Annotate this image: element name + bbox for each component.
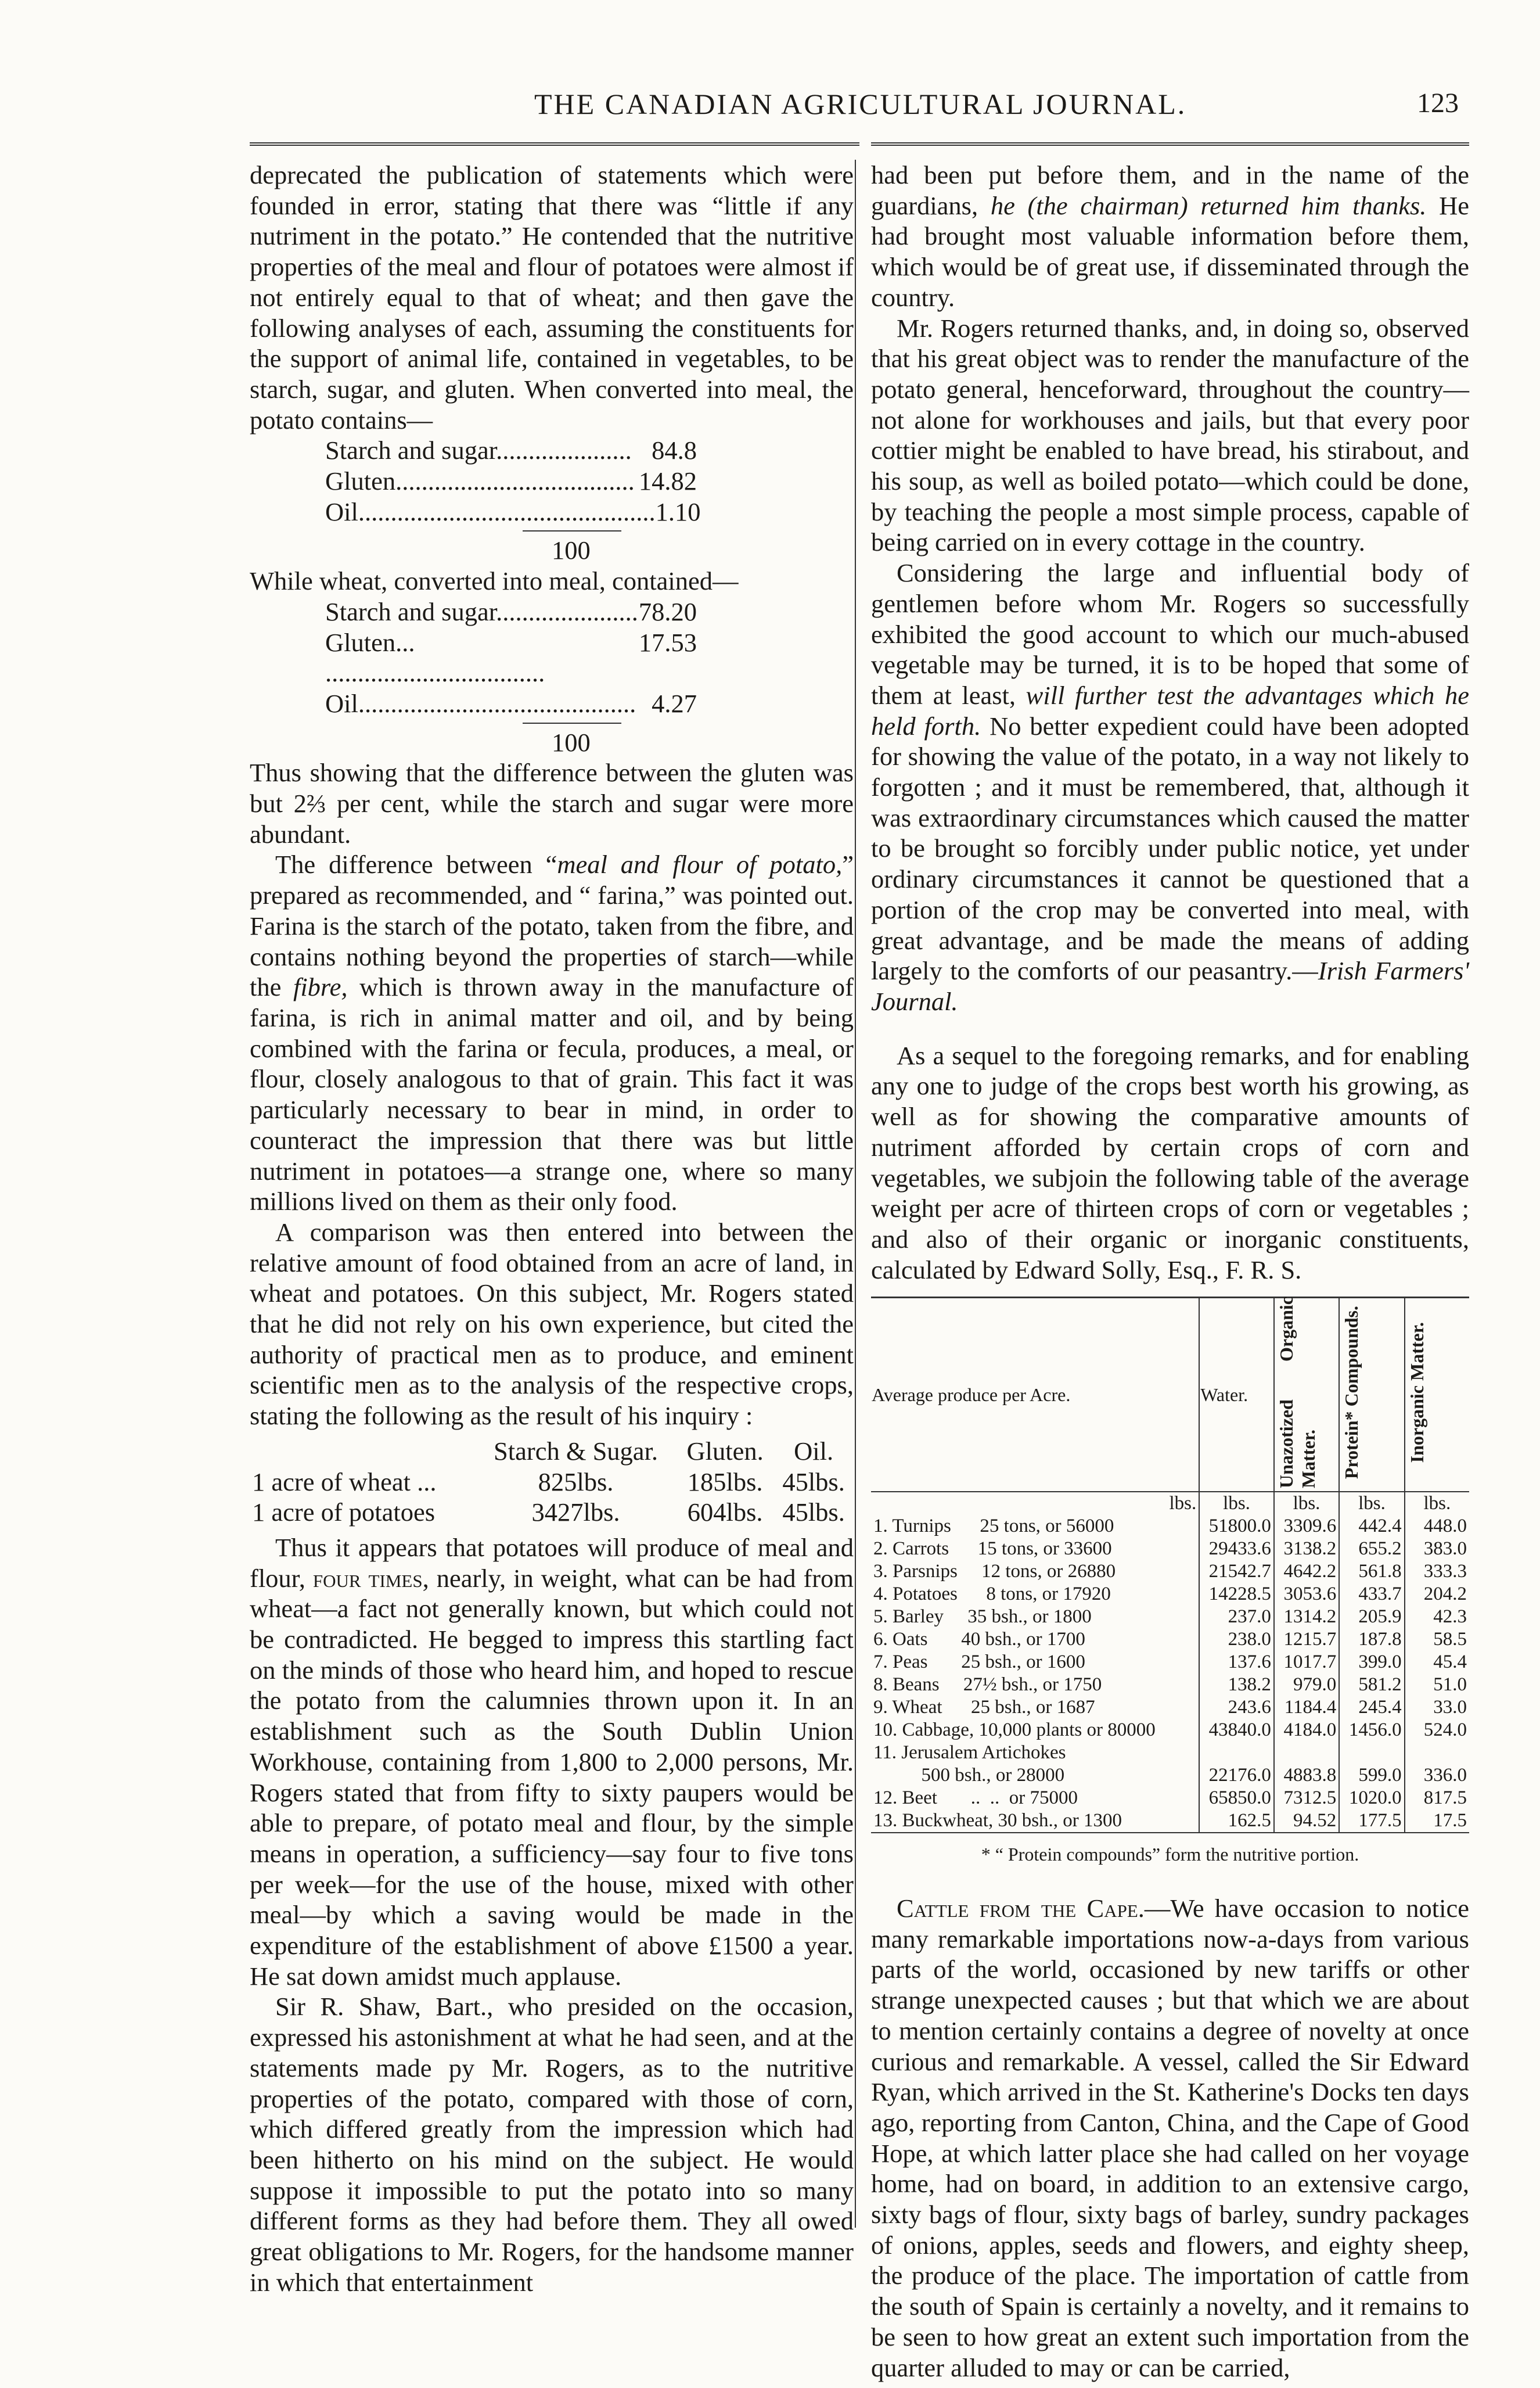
table-cell: 3138.2	[1274, 1538, 1339, 1560]
table-cell: 13. Buckwheat, 30 bsh., or 1300	[871, 1809, 1199, 1833]
table-cell: 51800.0	[1199, 1515, 1274, 1538]
table-cell: 599.0	[1339, 1764, 1404, 1787]
table-cell	[1339, 1741, 1404, 1764]
component-name: Starch and sugar......................	[325, 597, 638, 626]
component-value: 17.53	[638, 627, 697, 657]
text-run: —We have occasion to notice many remarkable importations now-a-days from various parts of the world, occasioned by new tariffs or other strange unexpected causes ; but that which we are about to mention certainly contains a degree of novelty at once curious and remarkable. A vessel, called the Sir Edward Ryan, which arrived in the St. Katherine's Docks ten days ago, reporting from Canton, China, and the Cape of Good Hope, at which latter place she had called on her voyage home, had on board, in addition to an extensive cargo, sixty bags of flour, sixty bags of barley, sundry packages of onions, apples, seeds and flowers, and eighty sheep, the produce of the place. The importation of cattle from the south of Spain is certainly a novelty, and it remains to be seen to how great an extent such importation from the quarter alluded to may or can be carried,	[871, 1894, 1469, 2382]
table-cell: 1020.0	[1339, 1787, 1404, 1809]
table-row	[250, 1467, 854, 1498]
column-header	[1274, 1298, 1339, 1492]
table-cell: 333.3	[1405, 1560, 1469, 1583]
crop-table-wrapper	[871, 1297, 1469, 1870]
table-cell: 3. Parsnips 12 tons, or 26880	[873, 1561, 1116, 1582]
column-divider	[855, 160, 856, 2228]
table-cell: 825lbs.	[538, 1467, 614, 1496]
component-value: 1.10	[655, 497, 701, 526]
table-row	[871, 1538, 1469, 1560]
potato-total: 100	[552, 536, 591, 565]
table-cell: 162.5	[1199, 1809, 1274, 1833]
component-value: 84.8	[652, 436, 697, 465]
emphasis-text: he (the chairman) returned him thanks.	[990, 191, 1427, 220]
table-cell: 604lbs.	[687, 1498, 763, 1527]
text-run: He had brought most valuable information before them, which would be of great use, if disseminated through the country.	[871, 191, 1470, 312]
table-cell: 524.0	[1405, 1719, 1469, 1741]
table-cell	[1199, 1741, 1274, 1764]
table-cell: 2. Carrots 15 tons, or 33600	[873, 1538, 1112, 1560]
composition-row	[325, 435, 697, 466]
column-header: Starch & Sugar.	[494, 1436, 659, 1466]
column-header: Water.	[1199, 1298, 1274, 1492]
paragraph	[250, 1532, 854, 1992]
row-label: 1 acre of wheat ...	[252, 1467, 437, 1496]
table-row	[871, 1719, 1469, 1741]
table-cell: 12. Beet .. .. or 75000	[873, 1787, 1078, 1809]
table-cell: 4. Potatoes 8 tons, or 17920	[873, 1583, 1111, 1605]
component-name: Starch and sugar.....................	[325, 436, 632, 465]
table-cell: 1. Turnips 25 tons, or 56000	[873, 1516, 1114, 1537]
header-rule-right	[871, 142, 1469, 146]
rotated-header: Protein* Compounds.	[1341, 1305, 1362, 1479]
text-run: , nearly, in weight, what can be had from wheat—a fact not generally known, but which could not be contradicted. He begged to impress this startling fact on the minds of those who heard him, and hoped to rescue the potato from the calumnies thrown upon it. In an establishment such as the South Dublin Union Workhouse, containing from 1,800 to 2,000 persons, Mr. Rogers stated that from fifty to sixty paupers would be able to prepare, of potato meal and flour, by the simple means in operation, a sufficiency—say four to five tons per week—for the use of the house, mixed with other meal—by which a saving would be made in the expenditure of the establishment of above £1500 a year. He sat down amidst much applause.	[250, 1563, 854, 1991]
text-run: Thus it appears that potatoes will produce of meal and flour,	[250, 1532, 854, 1593]
section-lead: Cattle from the Cape.	[897, 1894, 1145, 1923]
table-footnote: * “ Protein compounds” form the nutritive portion.	[981, 1844, 1359, 1865]
table-cell: 22176.0	[1199, 1764, 1274, 1787]
table-cell: 1017.7	[1274, 1651, 1339, 1674]
unit-cell: lbs.	[1405, 1492, 1469, 1515]
table-cell: 17.5	[1405, 1809, 1469, 1833]
table-cell: 177.5	[1339, 1809, 1404, 1833]
table-cell: 138.2	[1199, 1674, 1274, 1696]
table-cell: 51.0	[1405, 1674, 1469, 1696]
page-number: 123	[1417, 88, 1459, 118]
column-header	[1339, 1298, 1404, 1492]
paragraph	[871, 558, 1469, 1017]
table-row	[871, 1606, 1469, 1628]
table-cell: 185lbs.	[687, 1467, 763, 1496]
composition-row	[325, 497, 701, 527]
rotated-header: Inorganic Matter.	[1406, 1322, 1427, 1463]
unit-cell: lbs.	[1169, 1493, 1197, 1514]
text-run: had been put before them, and in the name of the guardians,	[871, 160, 1469, 220]
paragraph: Thus showing that the difference between the gluten was but 2⅔ per cent, while the starch and sugar were more abundant.	[250, 758, 854, 849]
table-cell: 33.0	[1405, 1696, 1469, 1719]
table-cell: 4883.8	[1274, 1764, 1339, 1787]
crop-produce-table	[871, 1298, 1469, 1833]
component-value: 78.20	[638, 597, 697, 626]
table-cell: 433.7	[1339, 1583, 1404, 1606]
table-cell: 45.4	[1405, 1651, 1469, 1674]
table-cell: 21542.7	[1199, 1560, 1274, 1583]
component-value: 4.27	[652, 688, 697, 718]
table-header-row	[871, 1298, 1469, 1492]
running-header	[244, 87, 1459, 128]
crop-rows	[871, 1515, 1469, 1833]
unit-cell: lbs.	[1339, 1492, 1404, 1515]
table-cell: 42.3	[1405, 1606, 1469, 1628]
table-row	[871, 1651, 1469, 1674]
table-cell	[1274, 1741, 1339, 1764]
component-value: 14.82	[638, 466, 697, 496]
table-cell: 500 bsh., or 28000	[873, 1765, 1065, 1786]
header-rule-left	[250, 142, 859, 146]
potato-composition	[325, 435, 701, 527]
table-cell: 5. Barley 35 bsh., or 1800	[873, 1606, 1092, 1628]
component-name: Oil...........................................	[325, 688, 636, 718]
column-header	[1405, 1298, 1469, 1492]
table-row	[871, 1628, 1469, 1651]
acre-comparison-table	[250, 1436, 854, 1528]
table-row	[871, 1515, 1469, 1538]
smallcaps-text: four times	[312, 1563, 423, 1593]
left-column	[250, 160, 854, 2298]
table-cell: 979.0	[1274, 1674, 1339, 1696]
paragraph: While wheat, converted into meal, contained—	[250, 566, 739, 596]
table-cell: 7312.5	[1274, 1787, 1339, 1809]
sum-rule	[523, 530, 621, 532]
table-row	[871, 1696, 1469, 1719]
table-cell: 336.0	[1405, 1764, 1469, 1787]
table-cell: 399.0	[1339, 1651, 1404, 1674]
emphasis-text: will further test the advantages which he held forth.	[871, 680, 1470, 741]
component-name: Gluten... ..................................	[325, 627, 545, 688]
column-header: Average produce per Acre.	[871, 1298, 1199, 1492]
table-row	[871, 1560, 1469, 1583]
text-run: ” prepared as recommended, and “ farina,” was pointed out. Farina is the starch of the potato, taken from the fibre, and contains nothing beyond the properties of starch—while the	[250, 850, 854, 1002]
column-header: Oil.	[794, 1436, 834, 1466]
paragraph	[250, 849, 854, 1216]
table-cell: 43840.0	[1199, 1719, 1274, 1741]
journal-title: THE CANADIAN AGRICULTURAL JOURNAL.	[534, 88, 1187, 120]
table-cell: 8. Beans 27½ bsh., or 1750	[873, 1674, 1102, 1696]
text-run: Considering the large and influential body of gentlemen before whom Mr. Rogers so successfully exhibited the good account to which our much-abused vegetable may be turned, it is to be hoped that some of them at least,	[871, 558, 1469, 710]
sum-rule	[523, 723, 621, 724]
paragraph	[871, 160, 1469, 313]
table-cell: 3053.6	[1274, 1583, 1339, 1606]
table-cell: 561.8	[1339, 1560, 1404, 1583]
table-header-row	[250, 1436, 854, 1467]
table-row	[871, 1741, 1469, 1764]
paragraph: deprecated the publication of statements which were founded in error, stating that there was “little if any nutriment in the potato.” He contended that the nutritive properties of the meal and flour of potatoes were almost if not entirely equal to that of wheat; and then gave the following analyses of each, assuming the constituents for the support of animal life, contained in vegetables, to be starch, sugar, and gluten. When converted into meal, the potato contains—	[250, 160, 854, 434]
table-cell: 237.0	[1199, 1606, 1274, 1628]
paragraph	[871, 1893, 1469, 2383]
table-cell: 4184.0	[1274, 1719, 1339, 1741]
table-row	[871, 1674, 1469, 1696]
table-cell: 10. Cabbage, 10,000 plants or 80000	[873, 1719, 1156, 1741]
component-name: Gluten.....................................	[325, 466, 635, 496]
table-cell: 1314.2	[1274, 1606, 1339, 1628]
right-column	[871, 160, 1469, 2383]
table-cell: 6. Oats 40 bsh., or 1700	[873, 1629, 1085, 1650]
row-label: 1 acre of potatoes	[252, 1498, 436, 1527]
table-cell: 1456.0	[1339, 1719, 1404, 1741]
table-cell: 45lbs.	[782, 1467, 845, 1496]
table-cell: 1184.4	[1274, 1696, 1339, 1719]
table-cell: 7. Peas 25 bsh., or 1600	[873, 1651, 1085, 1673]
composition-row	[325, 688, 697, 719]
table-cell: 65850.0	[1199, 1787, 1274, 1809]
paragraph: Sir R. Shaw, Bart., who presided on the occasion, expressed his astonishment at what he had seen, and at the statements made py Mr. Rogers, as to the nutritive properties of the potato, compared with those of corn, which differed greatly from the impression which had been hitherto on his mind on the subject. He would suppose it impossible to put the potato into so many different forms as they had before them. They all owed great obligations to Mr. Rogers, for the handsome manner in which that entertainment	[250, 1992, 854, 2297]
table-cell: 245.4	[1339, 1696, 1404, 1719]
table-cell: 45lbs.	[782, 1498, 845, 1527]
wheat-composition	[325, 597, 697, 719]
units-row	[871, 1492, 1469, 1515]
table-cell: 1215.7	[1274, 1628, 1339, 1651]
table-cell: 238.0	[1199, 1628, 1274, 1651]
table-row	[250, 1497, 854, 1528]
emphasis-text: fibre,	[293, 972, 348, 1002]
component-name: Oil..............................................	[325, 497, 656, 526]
wheat-total: 100	[552, 727, 591, 757]
rotated-header: Unazotized Organic Matter.	[1275, 1296, 1319, 1488]
table-row	[871, 1583, 1469, 1606]
table-cell: 14228.5	[1199, 1583, 1274, 1606]
table-cell: 383.0	[1405, 1538, 1469, 1560]
table-cell: 58.5	[1405, 1628, 1469, 1651]
emphasis-text: meal and flour of potato,	[557, 850, 843, 879]
table-cell: 137.6	[1199, 1651, 1274, 1674]
table-row	[871, 1809, 1469, 1833]
composition-row	[325, 597, 697, 627]
text-run: which is thrown away in the manufacture of farina, is rich in animal matter and oil, and by being combined with the farina or fecula, produces, a meal, or flour, closely analogous to that of grain. This fact it was particularly necessary to bear in mind, in order to counteract the impression that there was but little nutriment in potatoes—a strange one, where so many millions lived on them as their only food.	[250, 972, 854, 1216]
table-cell: 3427lbs.	[531, 1498, 620, 1527]
table-cell: 448.0	[1405, 1515, 1469, 1538]
paragraph: Mr. Rogers returned thanks, and, in doing so, observed that his great object was to render the manufacture of the potato general, henceforward, throughout the country—not alone for workhouses and jails, but that every poor cottier might be enabled to have bread, his stirabout, and his soup, as well as boiled potato—which could be done, by teaching the people a most simple process, capable of being carried on in every cottage in the country.	[871, 313, 1469, 557]
composition-row	[325, 627, 697, 688]
source-citation: Irish Farmers' Journal.	[871, 956, 1469, 1016]
table-cell: 187.8	[1339, 1628, 1404, 1651]
table-cell	[250, 1436, 475, 1467]
table-cell: 3309.6	[1274, 1515, 1339, 1538]
table-cell: 655.2	[1339, 1538, 1404, 1560]
table-cell: 9. Wheat 25 bsh., or 1687	[873, 1697, 1095, 1718]
table-cell: 94.52	[1274, 1809, 1339, 1833]
table-row	[871, 1787, 1469, 1809]
unit-cell: lbs.	[1274, 1492, 1339, 1515]
paragraph: As a sequel to the foregoing remarks, and for enabling any one to judge of the crops best worth his growing, as well as for showing the comparative amounts of nutriment afforded by certain crops of corn and vegetables, we subjoin the following table of the average weight per acre of thirteen crops of corn or vegetables ; and also of their organic or inorganic constituents, calculated by Edward Solly, Esq., F. R. S.	[871, 1040, 1469, 1284]
unit-cell: lbs.	[1199, 1492, 1274, 1515]
paragraph: A comparison was then entered into between the relative amount of food obtained from an acre of land, in wheat and potatoes. On this subject, Mr. Rogers stated that he did not rely on his own experience, but cited the authority of practical men as to produce, and eminent scientific men as to the analysis of the respective crops, stating the following as the result of his inquiry :	[250, 1217, 854, 1431]
table-cell: 581.2	[1339, 1674, 1404, 1696]
table-cell: 204.2	[1405, 1583, 1469, 1606]
table-cell: 205.9	[1339, 1606, 1404, 1628]
table-cell: 4642.2	[1274, 1560, 1339, 1583]
table-cell: 442.4	[1339, 1515, 1404, 1538]
table-cell	[1405, 1741, 1469, 1764]
column-header: Gluten.	[686, 1436, 764, 1466]
text-run: The difference between “	[275, 850, 557, 879]
table-cell: 11. Jerusalem Artichokes	[873, 1742, 1066, 1764]
composition-row	[325, 466, 697, 497]
table-cell: 817.5	[1405, 1787, 1469, 1809]
text-run: No better expedient could have been adopted for showing the value of the potato, in a way not likely to forgotten ; and it must be remembered, that, although it was extraordinary circumstances which caused the matter to be brought so forcibly under public notice, yet under ordinary circumstances it cannot be questioned that a portion of the crop may be converted into meal, with great advantage, and be made the means of adding largely to the comforts of our peasantry.—	[871, 711, 1469, 986]
table-cell: 243.6	[1199, 1696, 1274, 1719]
table-row	[871, 1764, 1469, 1787]
table-cell: 29433.6	[1199, 1538, 1274, 1560]
